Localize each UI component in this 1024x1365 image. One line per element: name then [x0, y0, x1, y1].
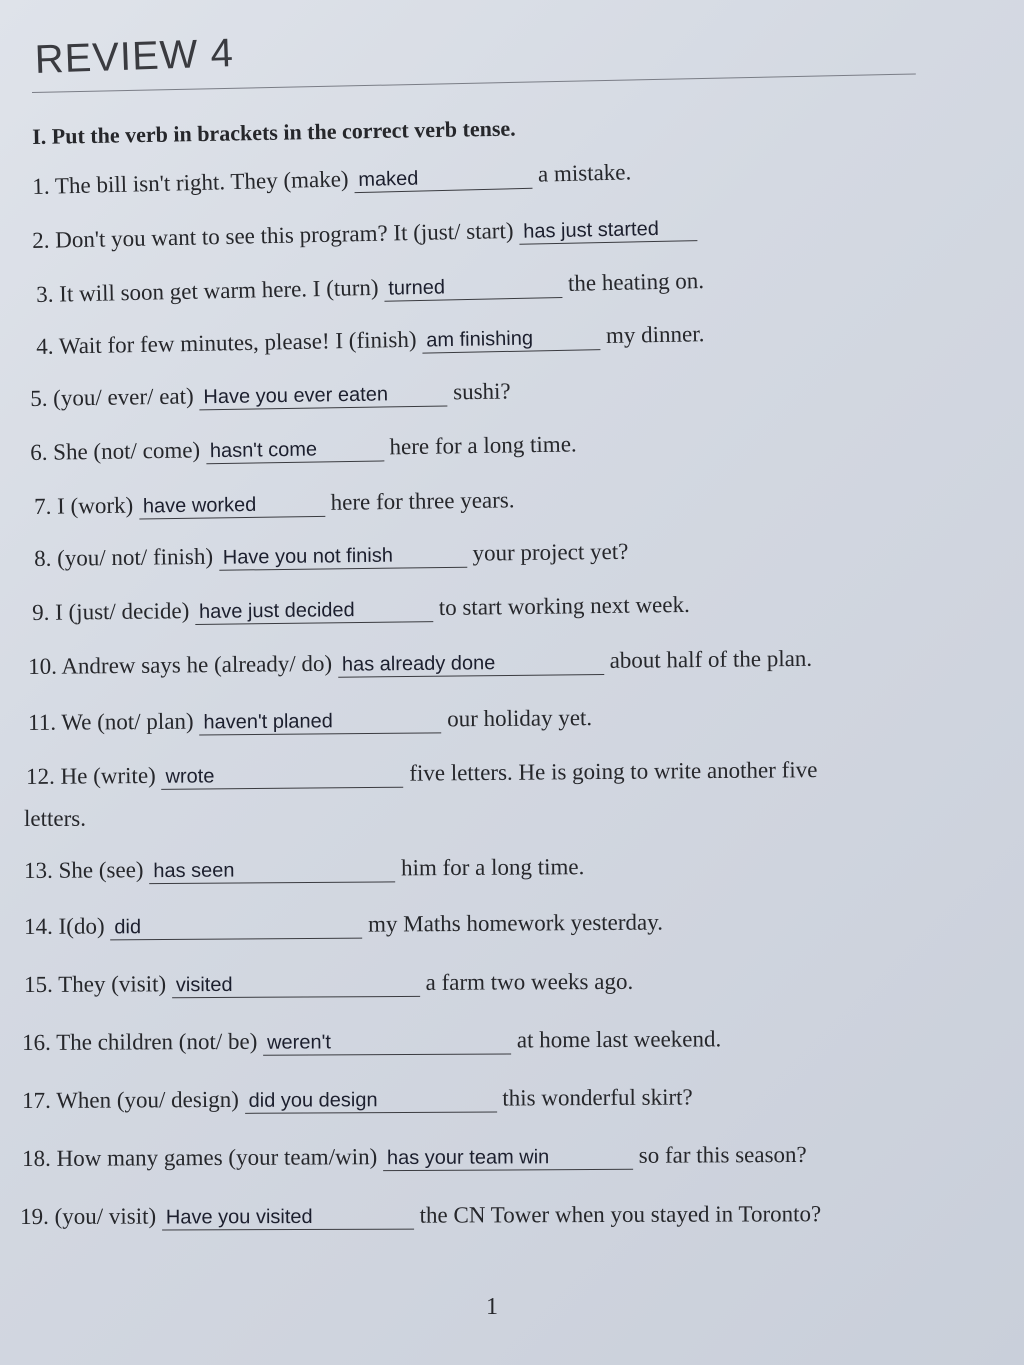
item-number: 15. [24, 971, 53, 997]
exercise-item-9 [32, 592, 690, 627]
answer-blank[interactable]: am finishing [422, 326, 600, 353]
answer-blank[interactable]: have just decided [195, 598, 433, 625]
item-prompt: (you/ visit) [54, 1203, 157, 1229]
item-suffix: my Maths homework yesterday. [367, 909, 664, 937]
item-number: 2. [32, 227, 50, 253]
item-number: 11. [28, 709, 57, 735]
answer-blank[interactable]: wrote [161, 764, 403, 790]
exercise-item-10 [28, 646, 812, 681]
item-suffix: sushi? [452, 378, 511, 405]
exercise-item-2 [32, 214, 697, 255]
item-suffix: your project yet? [472, 538, 629, 566]
item-suffix: the heating on. [567, 268, 705, 296]
exercise-item-6 [30, 431, 577, 467]
answer-blank[interactable]: hasn't come [206, 437, 384, 464]
page-title: REVIEW 4 [34, 31, 235, 82]
item-number: 19. [20, 1203, 49, 1229]
answer-blank[interactable]: Have you not finish [219, 544, 467, 571]
answer-blank[interactable]: Have you visited [162, 1206, 414, 1231]
answer-blank[interactable]: has your team win [383, 1146, 633, 1171]
item-12-continuation: letters. [24, 806, 86, 831]
item-suffix: to start working next week. [438, 591, 690, 621]
exercise-item-7 [34, 487, 515, 521]
exercise-instruction: I. Put the verb in brackets in the correct verb tense. [32, 115, 516, 149]
item-number: 18. [22, 1145, 51, 1171]
answer-blank[interactable]: have worked [139, 493, 325, 520]
item-prompt: I(do) [58, 913, 105, 939]
answer-blank[interactable]: has just started [519, 217, 697, 245]
item-suffix: about half of the plan. [609, 645, 813, 673]
item-suffix: a mistake. [537, 159, 632, 187]
answer-blank[interactable]: visited [172, 973, 420, 998]
item-number: 4. [36, 333, 54, 359]
answer-blank[interactable]: weren't [263, 1030, 511, 1055]
answer-blank[interactable]: has already done [338, 651, 604, 678]
answer-blank[interactable]: Have you ever eaten [199, 382, 447, 410]
item-prompt: He (write) [60, 762, 156, 789]
exercise-item-4 [36, 321, 705, 361]
item-suffix: so far this season? [638, 1141, 807, 1168]
item-suffix: him for a long time. [400, 854, 585, 881]
item-number: 8. [34, 545, 52, 571]
item-prompt: When (you/ design) [56, 1086, 239, 1113]
exercise-item-13 [24, 854, 584, 885]
item-suffix: here for three years. [330, 487, 515, 515]
item-prompt: The bill isn't right. They (make) [54, 166, 349, 199]
item-prompt: I (work) [56, 492, 134, 519]
item-prompt: Don't you want to see this program? It (just/ start) [54, 217, 514, 253]
item-number: 10. [28, 653, 58, 679]
item-number: 5. [30, 385, 48, 411]
item-prompt: We (not/ plan) [61, 708, 194, 735]
item-prompt: She (see) [58, 857, 144, 883]
exercise-item-1 [32, 159, 632, 201]
item-number: 6. [30, 439, 48, 465]
exercise-item-19 [20, 1201, 821, 1231]
item-number: 16. [22, 1029, 51, 1055]
exercise-item-12 [26, 757, 818, 791]
item-prompt: She (not/ come) [52, 437, 201, 465]
item-suffix: our holiday yet. [447, 705, 593, 732]
exercise-item-15 [24, 969, 633, 999]
item-prompt: They (visit) [58, 971, 167, 997]
item-suffix: this wonderful skirt? [502, 1084, 693, 1111]
item-number: 1. [32, 173, 50, 199]
item-prompt: How many games (your team/win) [56, 1144, 378, 1171]
item-suffix: my dinner. [605, 321, 705, 349]
item-number: 9. [32, 599, 50, 625]
item-prompt: It will soon get warm here. I (turn) [58, 274, 379, 307]
answer-blank[interactable]: did you design [245, 1089, 497, 1114]
exercise-item-14 [24, 910, 663, 941]
answer-blank[interactable]: haven't planed [199, 709, 441, 735]
answer-blank[interactable]: has seen [149, 858, 395, 884]
answer-blank[interactable]: maked [354, 165, 533, 193]
answer-blank[interactable]: did [110, 915, 362, 941]
item-prompt: Andrew says he (already/ do) [61, 650, 333, 679]
item-suffix: five letters. He is going to write another five [409, 757, 818, 786]
item-prompt: I (just/ decide) [54, 598, 190, 625]
exercise-item-11 [28, 705, 592, 737]
item-suffix: here for a long time. [389, 431, 577, 460]
item-suffix: at home last weekend. [516, 1026, 722, 1053]
exercise-item-3 [36, 268, 704, 309]
item-number: 7. [34, 493, 52, 519]
exercise-item-16 [22, 1026, 721, 1057]
exercise-item-5 [30, 378, 511, 413]
item-number: 17. [22, 1087, 51, 1113]
item-prompt: (you/ not/ finish) [56, 543, 214, 571]
item-number: 14. [24, 913, 53, 939]
item-prompt: The children (not/ be) [56, 1028, 258, 1055]
item-number: 3. [36, 281, 54, 307]
item-number: 13. [24, 857, 53, 883]
page-number: 1 [486, 1294, 498, 1320]
item-prompt: (you/ ever/ eat) [52, 383, 194, 411]
item-suffix: the CN Tower when you stayed in Toronto? [419, 1201, 822, 1228]
exercise-item-8 [34, 539, 629, 573]
item-number: 12. [26, 763, 55, 789]
exercise-item-17 [22, 1084, 693, 1115]
item-suffix: a farm two weeks ago. [425, 968, 634, 995]
item-prompt: Wait for few minutes, please! I (finish) [58, 326, 417, 359]
answer-blank[interactable]: turned [384, 274, 562, 302]
exercise-item-18 [22, 1142, 807, 1173]
